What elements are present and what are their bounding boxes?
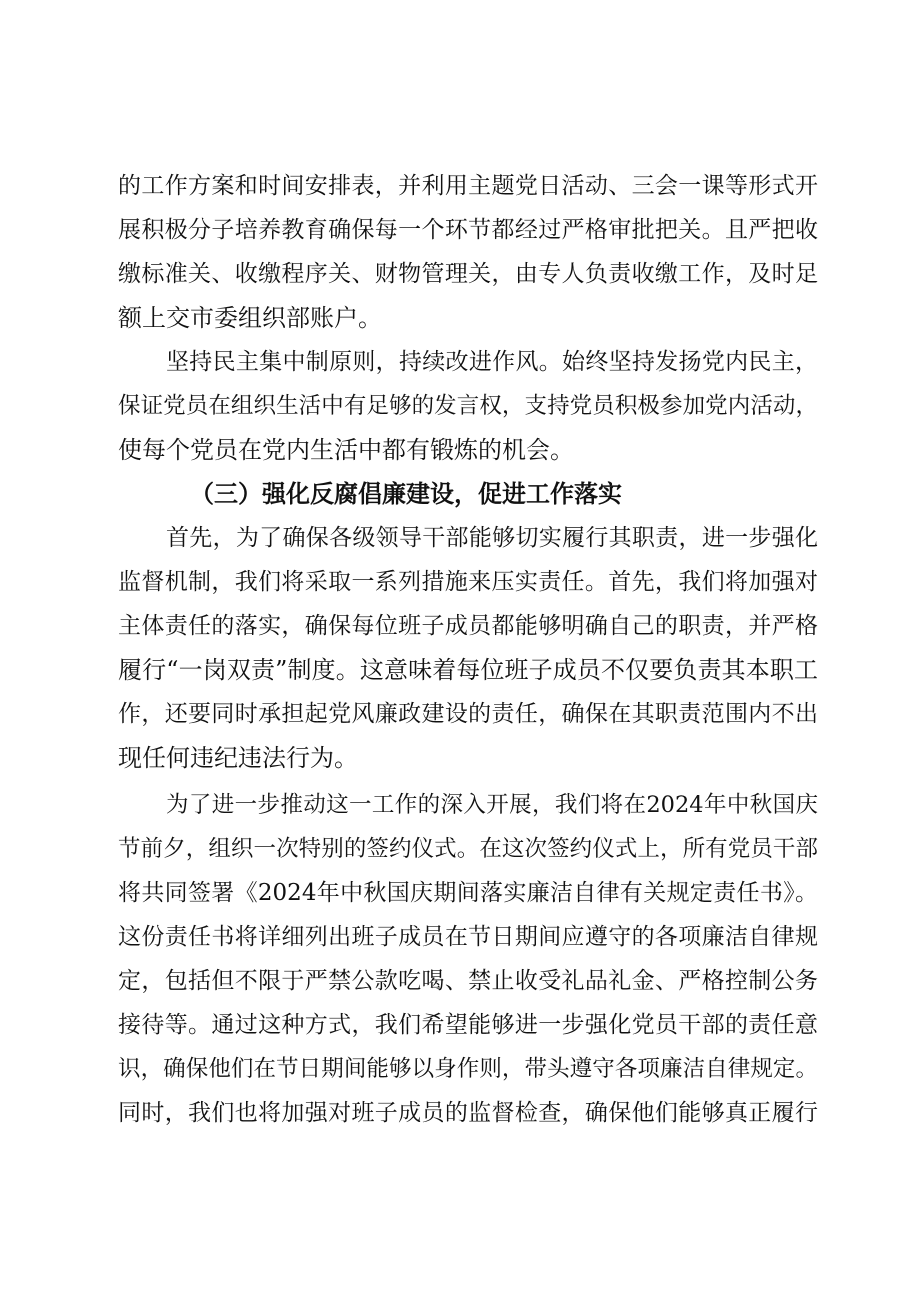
- text-line: 作，还要同时承担起党风廉政建设的责任，确保在其职责范围内不出: [118, 701, 818, 727]
- text-line: 主体责任的落实，确保每位班子成员都能够明确自己的职责，并严格: [118, 613, 818, 639]
- text-line: 现任何违纪违法行为。: [118, 744, 358, 772]
- text-line: 同时，我们也将加强对班子成员的监督检查，确保他们能够真正履行: [118, 1100, 818, 1126]
- text-line: 节前夕，组织一次特别的签约仪式。在这次签约仪式上，所有党员干部: [118, 836, 818, 862]
- text-line: 接待等。通过这种方式，我们希望能够进一步强化党员干部的责任意: [118, 1012, 818, 1038]
- text-line: 保证党员在组织生活中有足够的发言权，支持党员积极参加党内活动，: [118, 393, 818, 419]
- text-line: 缴标准关、收缴程序关、财物管理关，由专人负责收缴工作，及时足: [118, 261, 818, 287]
- section-heading: （三）强化反腐倡廉建设，促进工作落实: [190, 480, 622, 508]
- text-line: 的工作方案和时间安排表，并利用主题党日活动、三会一课等形式开: [118, 173, 818, 199]
- text-line: 将共同签署《2024年中秋国庆期间落实廉洁自律有关规定责任书》。: [118, 880, 818, 906]
- text-line: 为了进一步推动这一工作的深入开展，我们将在2024年中秋国庆: [166, 792, 818, 818]
- text-line: 使每个党员在党内生活中都有锻炼的机会。: [118, 436, 574, 464]
- text-line: 这份责任书将详细列出班子成员在节日期间应遵守的各项廉洁自律规: [118, 924, 818, 950]
- text-line: 坚持民主集中制原则，持续改进作风。始终坚持发扬党内民主，: [166, 349, 818, 375]
- text-line: 履行“一岗双责”制度。这意味着每位班子成员不仅要负责其本职工: [118, 656, 818, 684]
- text-line: 展积极分子培养教育确保每一个环节都经过严格审批把关。且严把收: [118, 217, 818, 243]
- text-line: 监督机制，我们将采取一系列措施来压实责任。首先，我们将加强对: [118, 569, 818, 595]
- text-line: 首先，为了确保各级领导干部能够切实履行其职责，进一步强化: [166, 525, 818, 551]
- text-line: 额上交市委组织部账户。: [118, 304, 382, 332]
- text-line: 定，包括但不限于严禁公款吃喝、禁止收受礼品礼金、严格控制公务: [118, 968, 818, 994]
- text-line: 识，确保他们在节日期间能够以身作则，带头遵守各项廉洁自律规定。: [118, 1056, 818, 1082]
